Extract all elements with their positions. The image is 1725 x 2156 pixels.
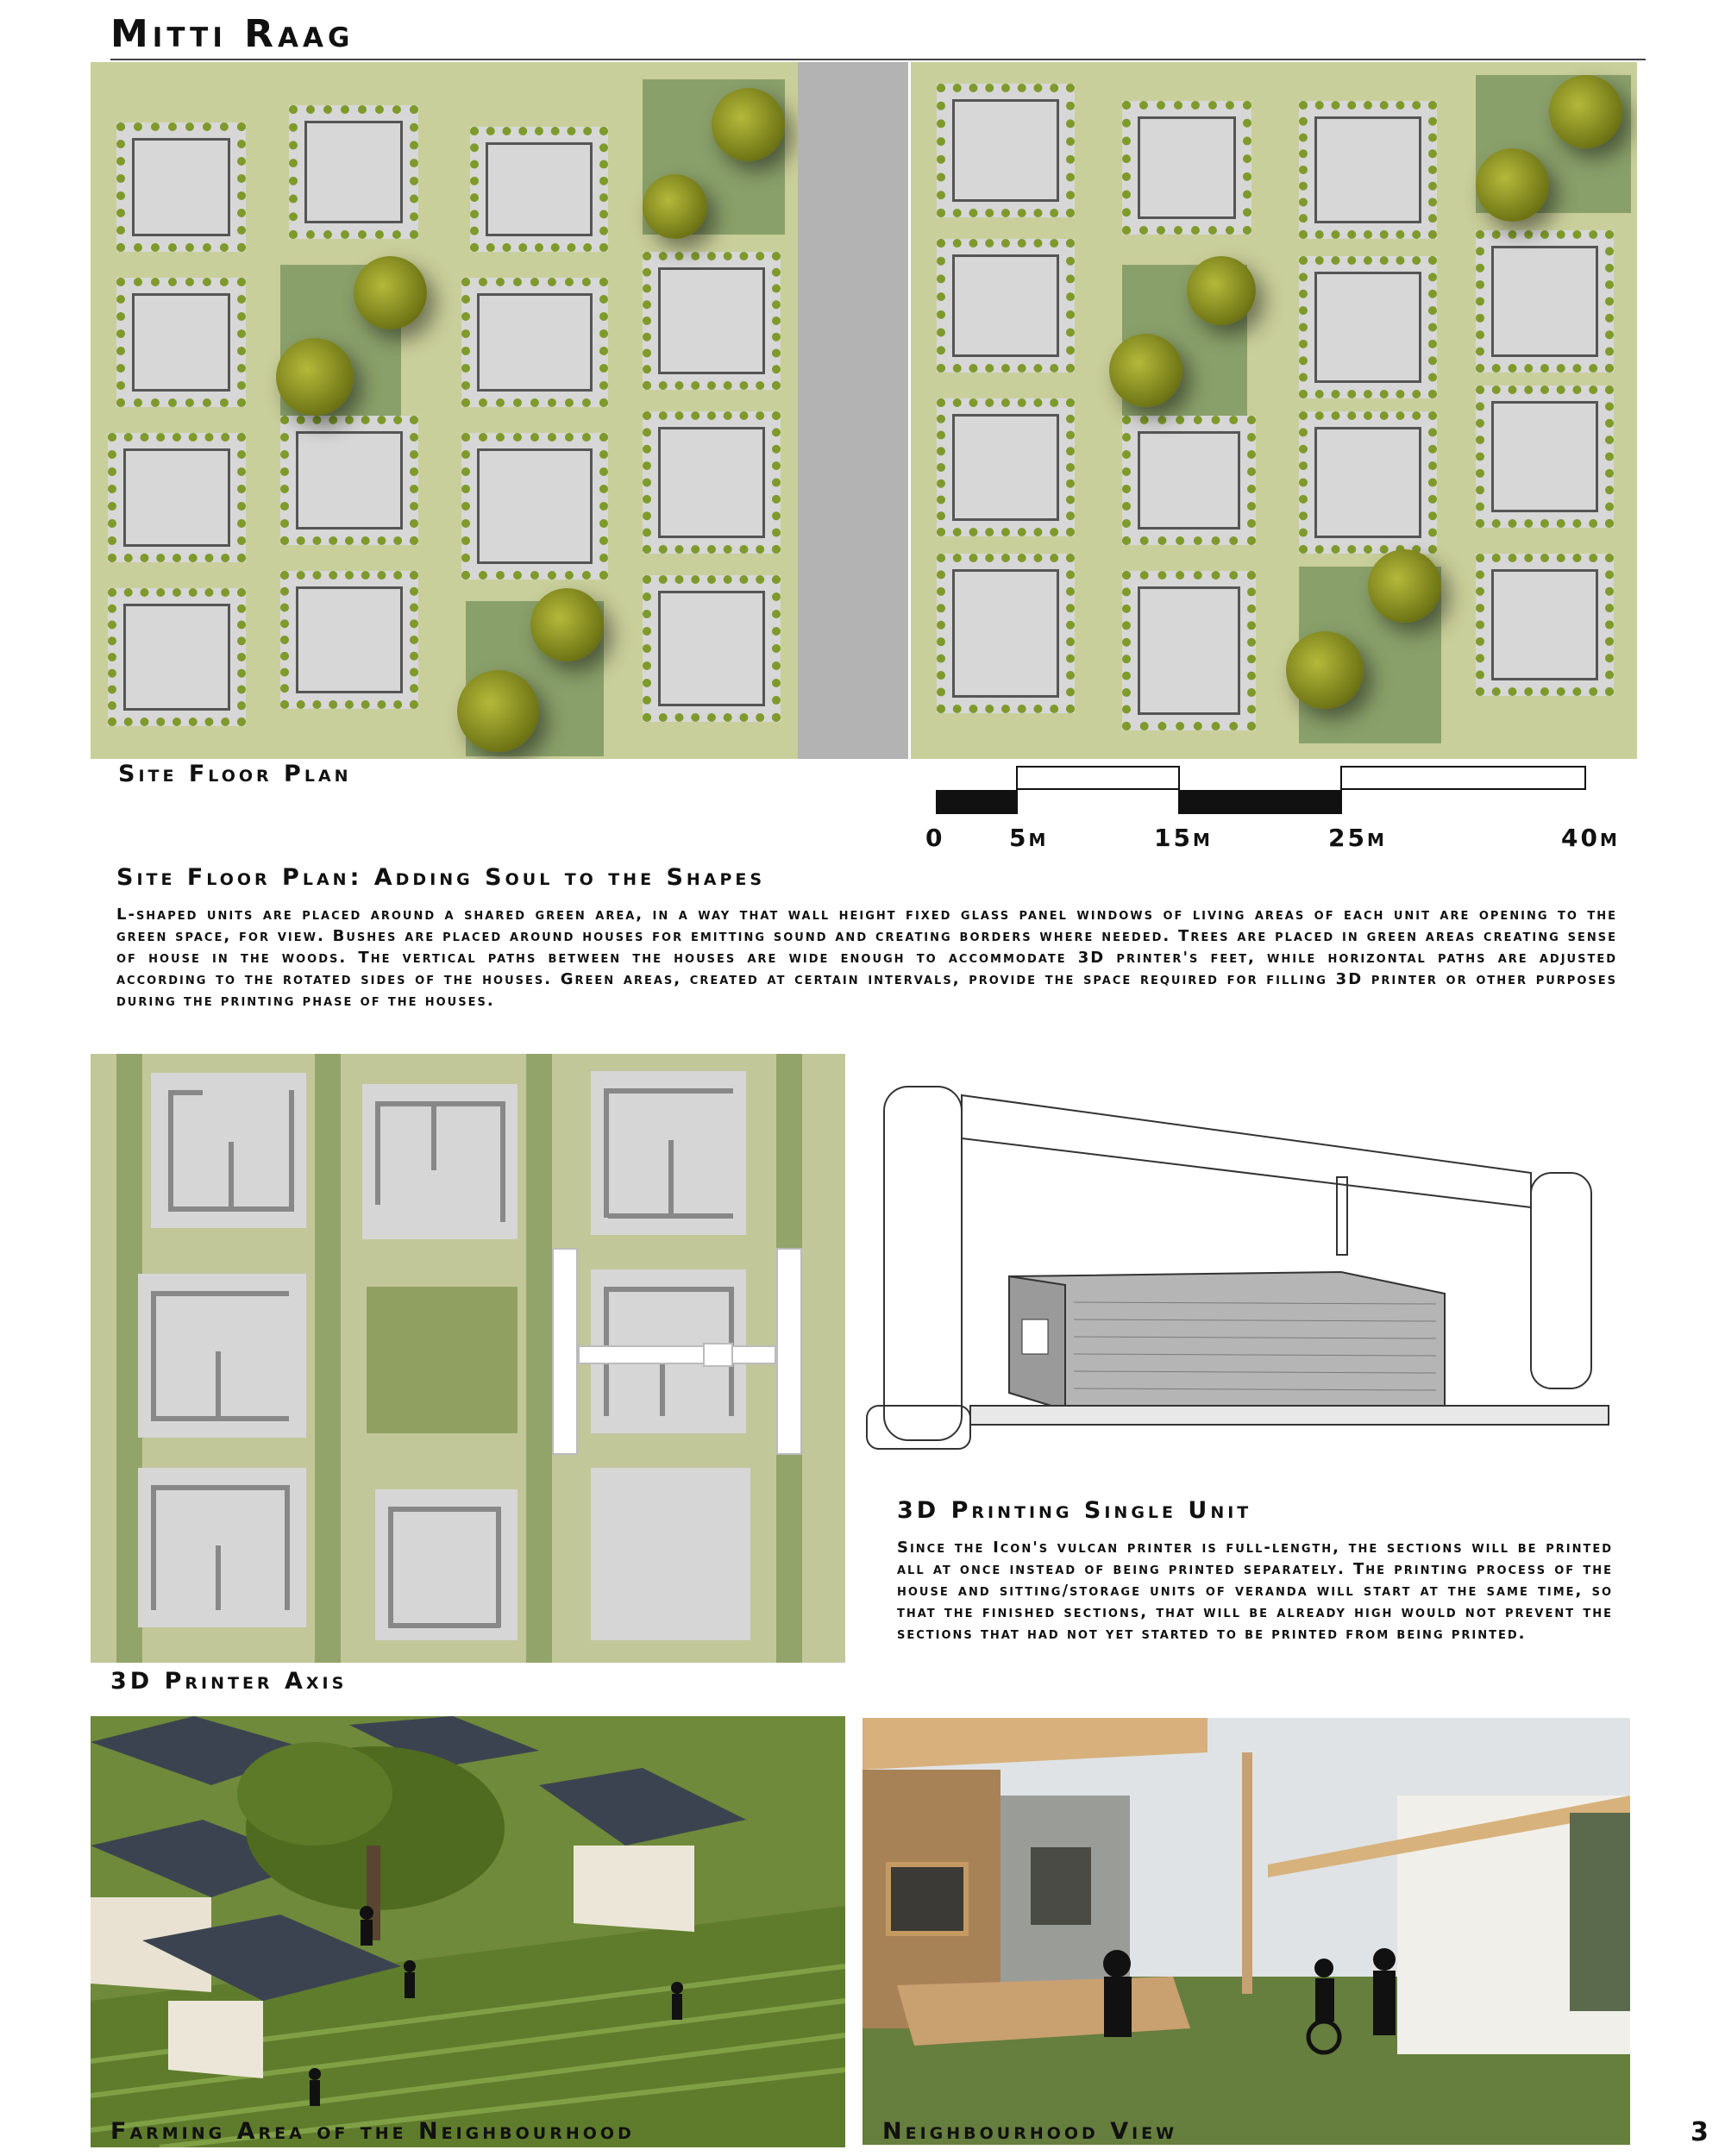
printer-head xyxy=(703,1343,733,1367)
scale-label: 25m xyxy=(1328,824,1387,852)
tree xyxy=(1368,549,1441,623)
tree xyxy=(1286,631,1364,709)
scale-bar xyxy=(936,766,1591,826)
tree xyxy=(712,88,785,161)
house-unit xyxy=(1122,101,1251,235)
scale-segment xyxy=(1016,766,1180,790)
tree xyxy=(1187,256,1256,325)
house-unit xyxy=(108,588,246,726)
path-strip xyxy=(315,1054,341,1663)
printed-house xyxy=(362,1084,518,1239)
site-plan-left xyxy=(91,62,798,759)
scale-segment xyxy=(936,790,1018,814)
printed-house-empty xyxy=(591,1468,750,1640)
house-unit xyxy=(116,278,246,407)
house-unit xyxy=(643,252,781,390)
site-plan-right xyxy=(911,62,1637,759)
neighbourhood-label: Neighbourhood View xyxy=(882,2118,1178,2145)
page-number: 3 xyxy=(1690,2117,1709,2147)
printer-leg xyxy=(776,1248,802,1455)
house-unit xyxy=(470,127,608,252)
tree xyxy=(643,174,707,239)
tree xyxy=(1549,75,1622,148)
printer-axis-label: 3D Printer Axis xyxy=(110,1668,348,1695)
section-body: Since the Icon's vulcan printer is full-length, the sections will be printed all at once instead of being printed separately. The printing process of the house and sitting/storage units of veranda will start at the same time, so that the finished sections, that will be already high would not prevent the sections that had not yet started to be printed from being printed. xyxy=(897,1539,1613,1643)
tree xyxy=(457,670,539,752)
house-unit xyxy=(280,571,418,709)
section-heading: 3D Printing Single Unit xyxy=(897,1497,1252,1524)
house-unit xyxy=(461,278,608,407)
house-unit xyxy=(937,554,1075,713)
house-unit xyxy=(937,398,1075,536)
section-heading: Site Floor Plan: Adding Soul to the Shapes xyxy=(116,864,766,891)
scale-segment xyxy=(1178,790,1342,814)
house-unit xyxy=(116,122,246,252)
house-unit xyxy=(108,433,246,562)
house-unit xyxy=(1476,230,1614,373)
farming-area-render xyxy=(91,1716,845,2147)
house-unit xyxy=(1299,411,1437,554)
tree xyxy=(1476,148,1549,222)
section-body: L-shaped units are placed around a shared green area, in a way that wall height fixed glass panel windows of living areas of each unit are opening to the green space, for view. Bushes are placed around houses for emitting sound and creating borders where needed. Trees are placed in green areas creating sense of house in the woods. The vertical paths between the houses are wide enough to accommodate 3D printer's feet, while horizontal paths are adjusted according to the rotated sides of the houses. Green areas, created at certain intervals, provide the space required for filling 3D printer or other purposes during the printing phase of the houses. xyxy=(116,906,1617,1010)
scale-label: 0 xyxy=(925,824,945,852)
page-title: Mitti Raag xyxy=(110,12,354,56)
house-unit xyxy=(937,239,1075,373)
house-unit xyxy=(1476,554,1614,696)
house-unit xyxy=(461,433,608,580)
house-unit xyxy=(289,105,418,239)
house-unit xyxy=(643,411,781,554)
printed-house xyxy=(138,1274,306,1438)
scale-label: 5m xyxy=(1009,824,1049,852)
scale-label: 40m xyxy=(1561,824,1620,852)
tree xyxy=(1109,334,1182,407)
path-strip xyxy=(526,1054,552,1663)
house-unit xyxy=(1299,101,1437,239)
printed-house xyxy=(591,1071,746,1235)
road xyxy=(798,62,908,759)
tree xyxy=(276,338,354,416)
neighbourhood-render xyxy=(862,1718,1630,2145)
printed-house xyxy=(138,1468,306,1627)
green-fill-area xyxy=(367,1287,518,1433)
house-unit xyxy=(1122,416,1256,545)
tree xyxy=(530,588,604,661)
printer-unit-drawing xyxy=(858,1078,1626,1466)
house-unit xyxy=(1299,256,1437,398)
printer-leg xyxy=(552,1248,578,1455)
printer-axis-panel xyxy=(91,1054,845,1663)
farming-label: Farming Area of the Neighbourhood xyxy=(110,2118,635,2145)
title-divider xyxy=(110,59,1646,60)
house-unit xyxy=(280,416,418,545)
printed-house xyxy=(151,1073,306,1228)
printer-beam xyxy=(578,1345,776,1364)
tree xyxy=(354,256,427,329)
house-unit xyxy=(1476,385,1614,528)
house-unit xyxy=(937,84,1075,217)
printed-house xyxy=(375,1489,518,1640)
house-unit xyxy=(643,575,781,722)
house-unit xyxy=(1122,571,1256,730)
scale-segment xyxy=(1340,766,1586,790)
site-plan-label: Site Floor Plan xyxy=(118,761,352,787)
scale-label: 15m xyxy=(1154,824,1213,852)
